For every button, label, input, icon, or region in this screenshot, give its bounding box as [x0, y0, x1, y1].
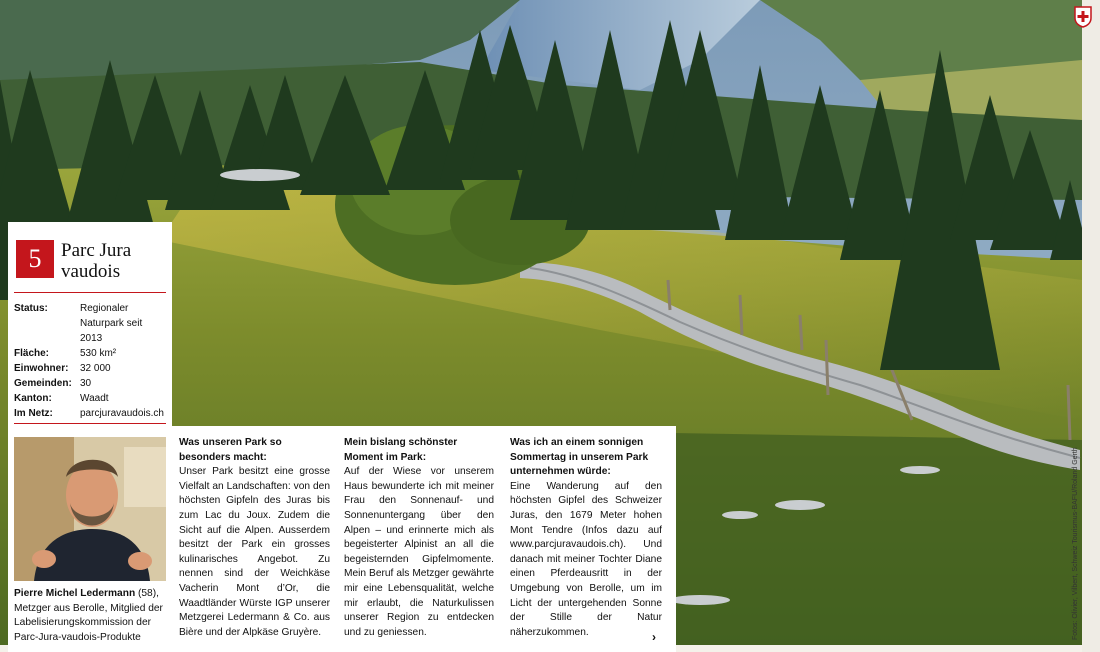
fact-value: Waadt — [80, 393, 109, 404]
divider — [14, 423, 166, 424]
park-info-box — [8, 222, 172, 426]
interview-panel — [8, 426, 676, 652]
fact-population — [14, 361, 166, 376]
portrait-photo — [14, 437, 166, 581]
column-heading: Mein bislang schönster Moment im Park: — [344, 437, 458, 463]
page-gutter — [1082, 0, 1100, 652]
fact-label: Gemeinden: — [14, 378, 72, 389]
person-description: Metzger aus Berolle, Mitglied der Labelisierungskommission der Parc-Jura-vaudois-Produkte — [14, 602, 163, 643]
fact-label: Einwohner: — [14, 363, 69, 374]
park-title-line2: vaudois — [61, 261, 121, 282]
fact-label: Kanton: — [14, 393, 52, 404]
column-body: Eine Wanderung auf den höchsten Gipfel des Schweizer Juras, den 1679 Meter hohen Mont Tendre (Infos dazu auf www.parcjuravaudois.ch). Und danach mit meiner Tochter Diane einen Pferdeausritt in der Umgebung von Berolle, um im Licht der untergehenden Sonne der Stille der Natur näherzukommen. — [510, 480, 662, 638]
fact-label: Im Netz: — [14, 408, 53, 419]
column-best-moment — [344, 436, 494, 640]
divider — [14, 292, 166, 293]
park-title-line1: Parc Jura — [61, 240, 132, 261]
column-summer-day — [510, 436, 662, 640]
park-number-badge: 5 — [16, 240, 54, 278]
fact-value: Regionaler Naturpark seit 2013 — [80, 303, 143, 344]
fact-value-link: parcjuravaudois.ch — [80, 408, 164, 419]
fact-municipalities — [14, 376, 166, 391]
fact-canton — [14, 391, 166, 406]
fact-label: Status: — [14, 303, 48, 314]
person-caption — [14, 587, 174, 645]
column-body: Auf der Wiese vor unserem Haus bewunderte ich mit meiner Frau den Sonnenauf- und Sonnenuntergang über den Alpen – und erinnerte mich als begeisterter Alpinist an all die begeisternden Gipfelmomente. Mein Beruf als Metzger gewährte mir eine Lebensqualität, welche mir erlaubt, die Naturkulissen unserer Region zu entdecken und zu geniessen. — [344, 466, 494, 638]
person-name: Pierre Michel Ledermann — [14, 588, 136, 599]
fact-value: 530 km² — [80, 348, 117, 359]
photo-credit: Fotos: Olivier, Vilbert, Schweiz Tourismus-BAFU/Roland Gerth — [1072, 447, 1079, 640]
person-age: (58), — [135, 588, 159, 599]
continue-arrow-icon: › — [652, 630, 656, 644]
column-body: Unser Park besitzt eine grosse Vielfalt an Landschaften: von den höchsten Gipfeln des Juras bis zum Lac du Joux. Zudem die Sicht auf die Alpen. Ausserdem besitzt der Park ein grosses kulinarisches Angebot. Zu nennen sind der Weichkäse Vacherin Mont d’Or, die Waadtländer Würste IGP unserer Metzgerei Ledermann & Co. aus Bière und der Alpkäse Gruyère. — [179, 466, 330, 638]
fact-label: Fläche: — [14, 348, 50, 359]
park-facts — [14, 301, 166, 421]
swiss-cross-badge-icon — [1073, 6, 1093, 28]
fact-website — [14, 406, 166, 421]
fact-value: 32 000 — [80, 363, 111, 374]
fact-status — [14, 301, 166, 346]
column-heading: Was unseren Park so besonders macht: — [179, 437, 282, 463]
column-special — [179, 436, 330, 640]
park-title — [61, 240, 131, 282]
park-title-row — [14, 230, 166, 282]
fact-area — [14, 346, 166, 361]
column-heading: Was ich an einem sonnigen Sommertag in unserem Park unternehmen würde: — [510, 437, 649, 478]
fact-value: 30 — [80, 378, 92, 389]
